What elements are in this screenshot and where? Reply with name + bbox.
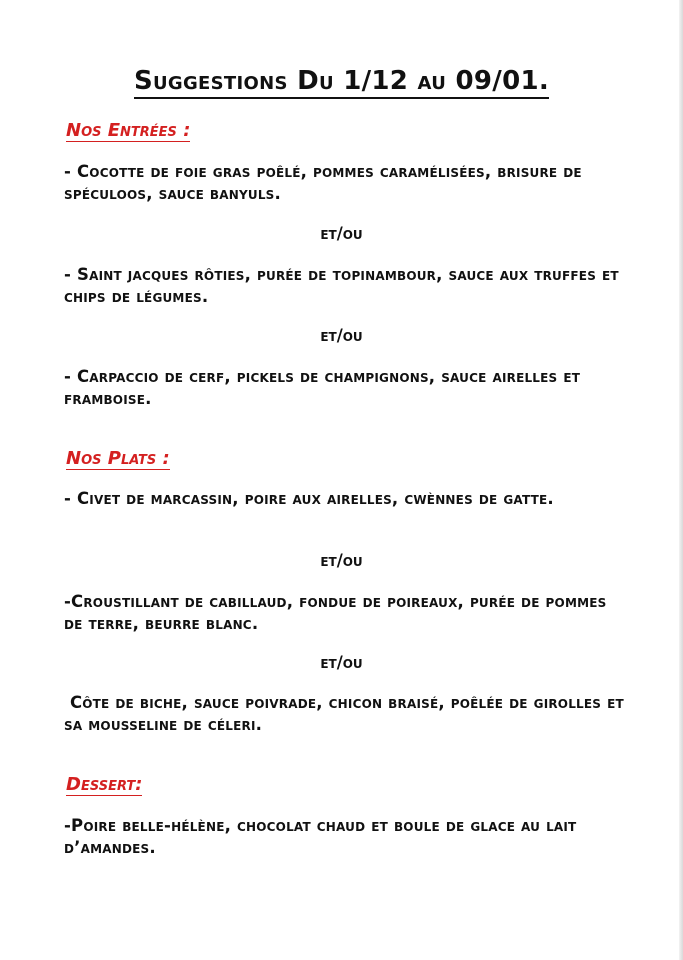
section-heading-plats-text: Nos Plats :	[66, 448, 170, 469]
menu-item-dessert-1: -Poire belle-hélène, chocolat chaud et boule de glace au lait d’amandes.	[64, 816, 577, 857]
menu-item-entree-3: - Carpaccio de cerf, pickels de champignons, sauce airelles et framboise.	[64, 367, 581, 408]
separator-et-ou: et/ou	[320, 224, 363, 243]
menu-item-plat-1: - Civet de marcassin, poire aux airelles, cwènnes de gatte.	[64, 489, 554, 508]
section-heading-plats	[66, 448, 170, 469]
menu-item-entree-2: - Saint jacques rôties, purée de topinambour, sauce aux truffes et chips de légumes.	[64, 265, 619, 306]
page-edge-shadow	[679, 0, 683, 960]
separator-et-ou: et/ou	[320, 551, 363, 570]
separator-et-ou: et/ou	[320, 653, 363, 672]
menu-item-entree-1: - Cocotte de foie gras poêlé, pommes caramélisées, brisure de spéculoos, sauce banyuls.	[64, 162, 582, 203]
separator-et-ou: et/ou	[320, 326, 363, 345]
page-title	[0, 66, 683, 96]
section-heading-dessert-text: Dessert:	[66, 774, 143, 795]
page-title-text: Suggestions Du 1/12 au 09/01.	[134, 66, 549, 99]
menu-item-plat-3: Côte de biche, sauce poivrade, chicon braisé, poêlée de girolles et sa mousseline de céleri.	[64, 693, 630, 734]
section-heading-entrees-text: Nos Entrées :	[66, 120, 191, 141]
section-heading-dessert	[66, 774, 142, 795]
menu-item-plat-2: -Croustillant de cabillaud, fondue de poireaux, purée de pommes de terre, beurre blanc.	[64, 592, 607, 633]
section-heading-entrees	[66, 120, 190, 141]
